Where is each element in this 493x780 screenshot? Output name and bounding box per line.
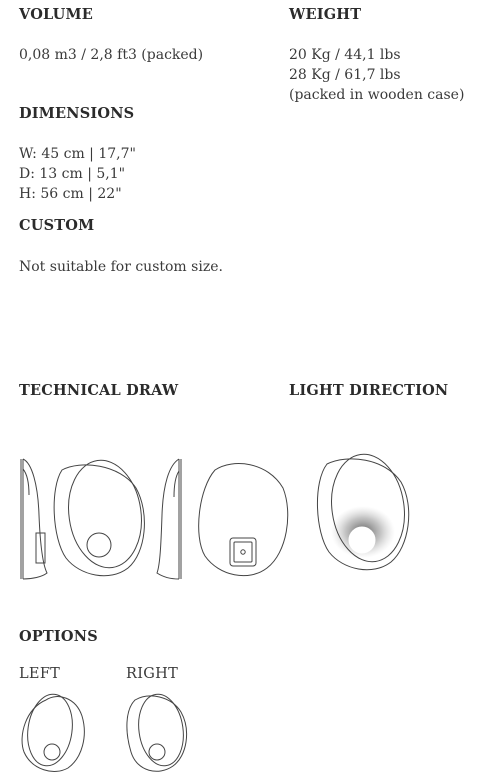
- weight-line-2: 28 Kg / 61,7 lbs: [289, 67, 401, 83]
- option-left-drawing[interactable]: [18, 692, 86, 774]
- custom-text: Not suitable for custom size.: [19, 259, 223, 275]
- option-right-drawing[interactable]: [125, 692, 193, 774]
- side-view-left-drawing: [14, 455, 54, 583]
- dimensions-heading: DIMENSIONS: [19, 105, 135, 122]
- weight-line-3: (packed in wooden case): [289, 87, 465, 103]
- side-view-right-drawing: [155, 455, 190, 583]
- weight-line-1: 20 Kg / 44,1 lbs: [289, 47, 401, 63]
- dimension-height: H: 56 cm | 22": [19, 186, 122, 202]
- volume-value: 0,08 m3 / 2,8 ft3 (packed): [19, 47, 204, 63]
- light-direction-heading: LIGHT DIRECTION: [289, 382, 449, 399]
- volume-heading: VOLUME: [19, 6, 93, 23]
- technical-draw-heading: TECHNICAL DRAW: [19, 382, 179, 399]
- option-right-label: RIGHT: [126, 666, 179, 682]
- dimension-width: W: 45 cm | 17,7": [19, 146, 136, 162]
- light-direction-drawing: [313, 452, 418, 577]
- options-heading: OPTIONS: [19, 628, 98, 645]
- weight-heading: WEIGHT: [289, 6, 362, 23]
- option-left-label: LEFT: [19, 666, 61, 682]
- front-view-left-drawing: [50, 458, 150, 583]
- dimension-depth: D: 13 cm | 5,1": [19, 166, 126, 182]
- rear-view-drawing: [193, 458, 293, 583]
- custom-heading: CUSTOM: [19, 217, 95, 234]
